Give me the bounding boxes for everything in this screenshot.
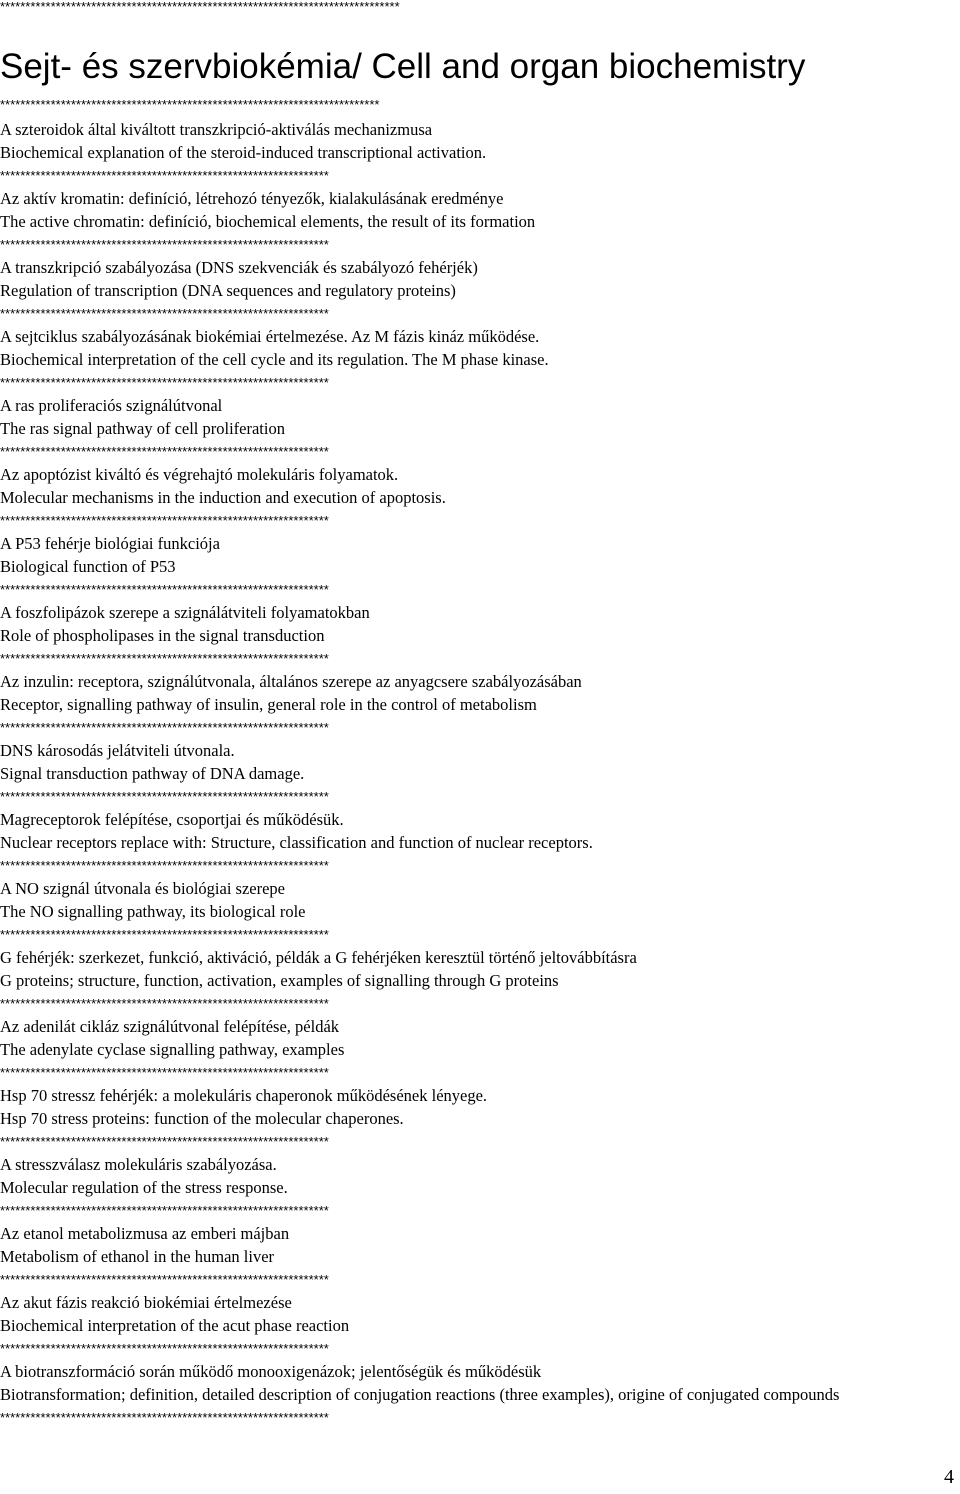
- topic-hungarian-title: Az aktív kromatin: definíció, létrehozó tényezők, kialakulásának eredménye: [0, 189, 504, 208]
- topic-english-title: Signal transduction pathway of DNA damage.: [0, 764, 305, 783]
- topic-separator: *****************************************************************: [0, 1272, 329, 1287]
- topic-english-title: Metabolism of ethanol in the human liver: [0, 1247, 275, 1266]
- topic-english-title: Nuclear receptors replace with: Structure, classification and function of nuclear receptors.: [0, 833, 593, 852]
- topic-separator: *****************************************************************: [0, 513, 329, 528]
- topic-separator: *****************************************************************: [0, 789, 329, 804]
- topic-english-title: The NO signalling pathway, its biological role: [0, 902, 306, 921]
- topic-hungarian-title: G fehérjék: szerkezet, funkció, aktiváció, példák a G fehérjéken keresztül történő jeltovábbításra: [0, 948, 637, 967]
- topic-hungarian-title: A transzkripció szabályozása (DNS szekvenciák és szabályozó fehérjék): [0, 258, 478, 277]
- topic-item: [0, 1291, 958, 1360]
- topic-english-title: The ras signal pathway of cell proliferation: [0, 419, 285, 438]
- topic-item: [0, 463, 958, 532]
- topic-separator: *****************************************************************: [0, 858, 329, 873]
- topic-separator: *****************************************************************: [0, 582, 329, 597]
- topic-item: [0, 1084, 958, 1153]
- topic-english-title: Regulation of transcription (DNA sequences and regulatory proteins): [0, 281, 456, 300]
- topic-hungarian-title: Magreceptorok felépítése, csoportjai és működésük.: [0, 810, 344, 829]
- topic-item: [0, 670, 958, 739]
- topic-hungarian-title: Az etanol metabolizmusa az emberi májban: [0, 1224, 290, 1243]
- topic-hungarian-title: A ras proliferaciós szignálútvonal: [0, 396, 223, 415]
- topic-english-title: Biochemical interpretation of the cell cycle and its regulation. The M phase kinase.: [0, 350, 549, 369]
- topic-separator: *****************************************************************: [0, 720, 329, 735]
- topic-hungarian-title: Az adenilát cikláz szignálútvonal felépítése, példák: [0, 1017, 340, 1036]
- topic-item: [0, 1222, 958, 1291]
- topic-item: [0, 877, 958, 946]
- topic-hungarian-title: A P53 fehérje biológiai funkciója: [0, 534, 220, 553]
- topic-item: [0, 808, 958, 877]
- topic-english-title: Role of phospholipases in the signal transduction: [0, 626, 325, 645]
- topic-item: [0, 187, 958, 256]
- topic-hungarian-title: A biotranszformáció során működő monooxigenázok; jelentőségük és működésük: [0, 1362, 542, 1381]
- topic-separator: *****************************************************************: [0, 444, 329, 459]
- topic-english-title: The active chromatin: definíció, biochemical elements, the result of its formation: [0, 212, 536, 231]
- topic-hungarian-title: Hsp 70 stressz fehérjék: a molekuláris chaperonok működésének lényege.: [0, 1086, 488, 1105]
- topic-english-title: Molecular regulation of the stress response.: [0, 1178, 288, 1197]
- topic-separator: *****************************************************************: [0, 996, 329, 1011]
- topic-english-title: Biotransformation; definition, detailed description of conjugation reactions (three examples), origine of conjugated compounds: [0, 1385, 840, 1404]
- topic-hungarian-title: A sejtciklus szabályozásának biokémiai értelmezése. Az M fázis kináz működése.: [0, 327, 540, 346]
- topic-item: [0, 1153, 958, 1222]
- topic-item: [0, 394, 958, 463]
- page-number: 4: [944, 1466, 954, 1488]
- topic-item: [0, 256, 958, 325]
- topic-item: [0, 532, 958, 601]
- topic-separator: *****************************************************************: [0, 927, 329, 942]
- topic-item: [0, 1015, 958, 1084]
- title-separator: ***************************************************************************: [0, 98, 380, 112]
- topic-item: [0, 118, 958, 187]
- topic-english-title: Molecular mechanisms in the induction and execution of apoptosis.: [0, 488, 446, 507]
- topic-english-title: Receptor, signalling pathway of insulin, general role in the control of metabolism: [0, 695, 537, 714]
- topic-separator: *****************************************************************: [0, 1134, 329, 1149]
- topic-item: [0, 946, 958, 1015]
- topic-item: [0, 739, 958, 808]
- topic-separator: *****************************************************************: [0, 306, 329, 321]
- topic-separator: *****************************************************************: [0, 375, 329, 390]
- top-separator: *******************************************************************************: [0, 0, 400, 14]
- topic-english-title: Biochemical explanation of the steroid-induced transcriptional activation.: [0, 143, 487, 162]
- topic-english-title: The adenylate cyclase signalling pathway, examples: [0, 1040, 345, 1059]
- topic-hungarian-title: Az inzulin: receptora, szignálútvonala, általános szerepe az anyagcsere szabályozásában: [0, 672, 582, 691]
- topic-separator: *****************************************************************: [0, 1410, 329, 1425]
- topic-hungarian-title: A stresszválasz molekuláris szabályozása.: [0, 1155, 277, 1174]
- topic-english-title: Hsp 70 stress proteins: function of the molecular chaperones.: [0, 1109, 404, 1128]
- page-title: Sejt- és szervbiokémia/ Cell and organ biochemistry: [0, 47, 806, 86]
- topic-english-title: G proteins; structure, function, activation, examples of signalling through G proteins: [0, 971, 559, 990]
- topic-hungarian-title: A foszfolipázok szerepe a szignálátviteli folyamatokban: [0, 603, 370, 622]
- topic-item: [0, 1360, 958, 1452]
- topic-list: [0, 118, 958, 1452]
- topic-english-title: Biochemical interpretation of the acut phase reaction: [0, 1316, 350, 1335]
- topic-hungarian-title: DNS károsodás jelátviteli útvonala.: [0, 741, 235, 760]
- topic-hungarian-title: A NO szignál útvonala és biológiai szerepe: [0, 879, 286, 898]
- topic-hungarian-title: Az apoptózist kiváltó és végrehajtó molekuláris folyamatok.: [0, 465, 399, 484]
- topic-hungarian-title: Az akut fázis reakció biokémiai értelmezése: [0, 1293, 292, 1312]
- topic-separator: *****************************************************************: [0, 1065, 329, 1080]
- topic-english-title: Biological function of P53: [0, 557, 176, 576]
- topic-item: [0, 325, 958, 394]
- topic-separator: *****************************************************************: [0, 237, 329, 252]
- topic-hungarian-title: A szteroidok által kiváltott transzkripció-aktiválás mechanizmusa: [0, 120, 433, 139]
- topic-separator: *****************************************************************: [0, 1203, 329, 1218]
- topic-separator: *****************************************************************: [0, 651, 329, 666]
- topic-separator: *****************************************************************: [0, 1341, 329, 1356]
- topic-separator: *****************************************************************: [0, 168, 329, 183]
- topic-item: [0, 601, 958, 670]
